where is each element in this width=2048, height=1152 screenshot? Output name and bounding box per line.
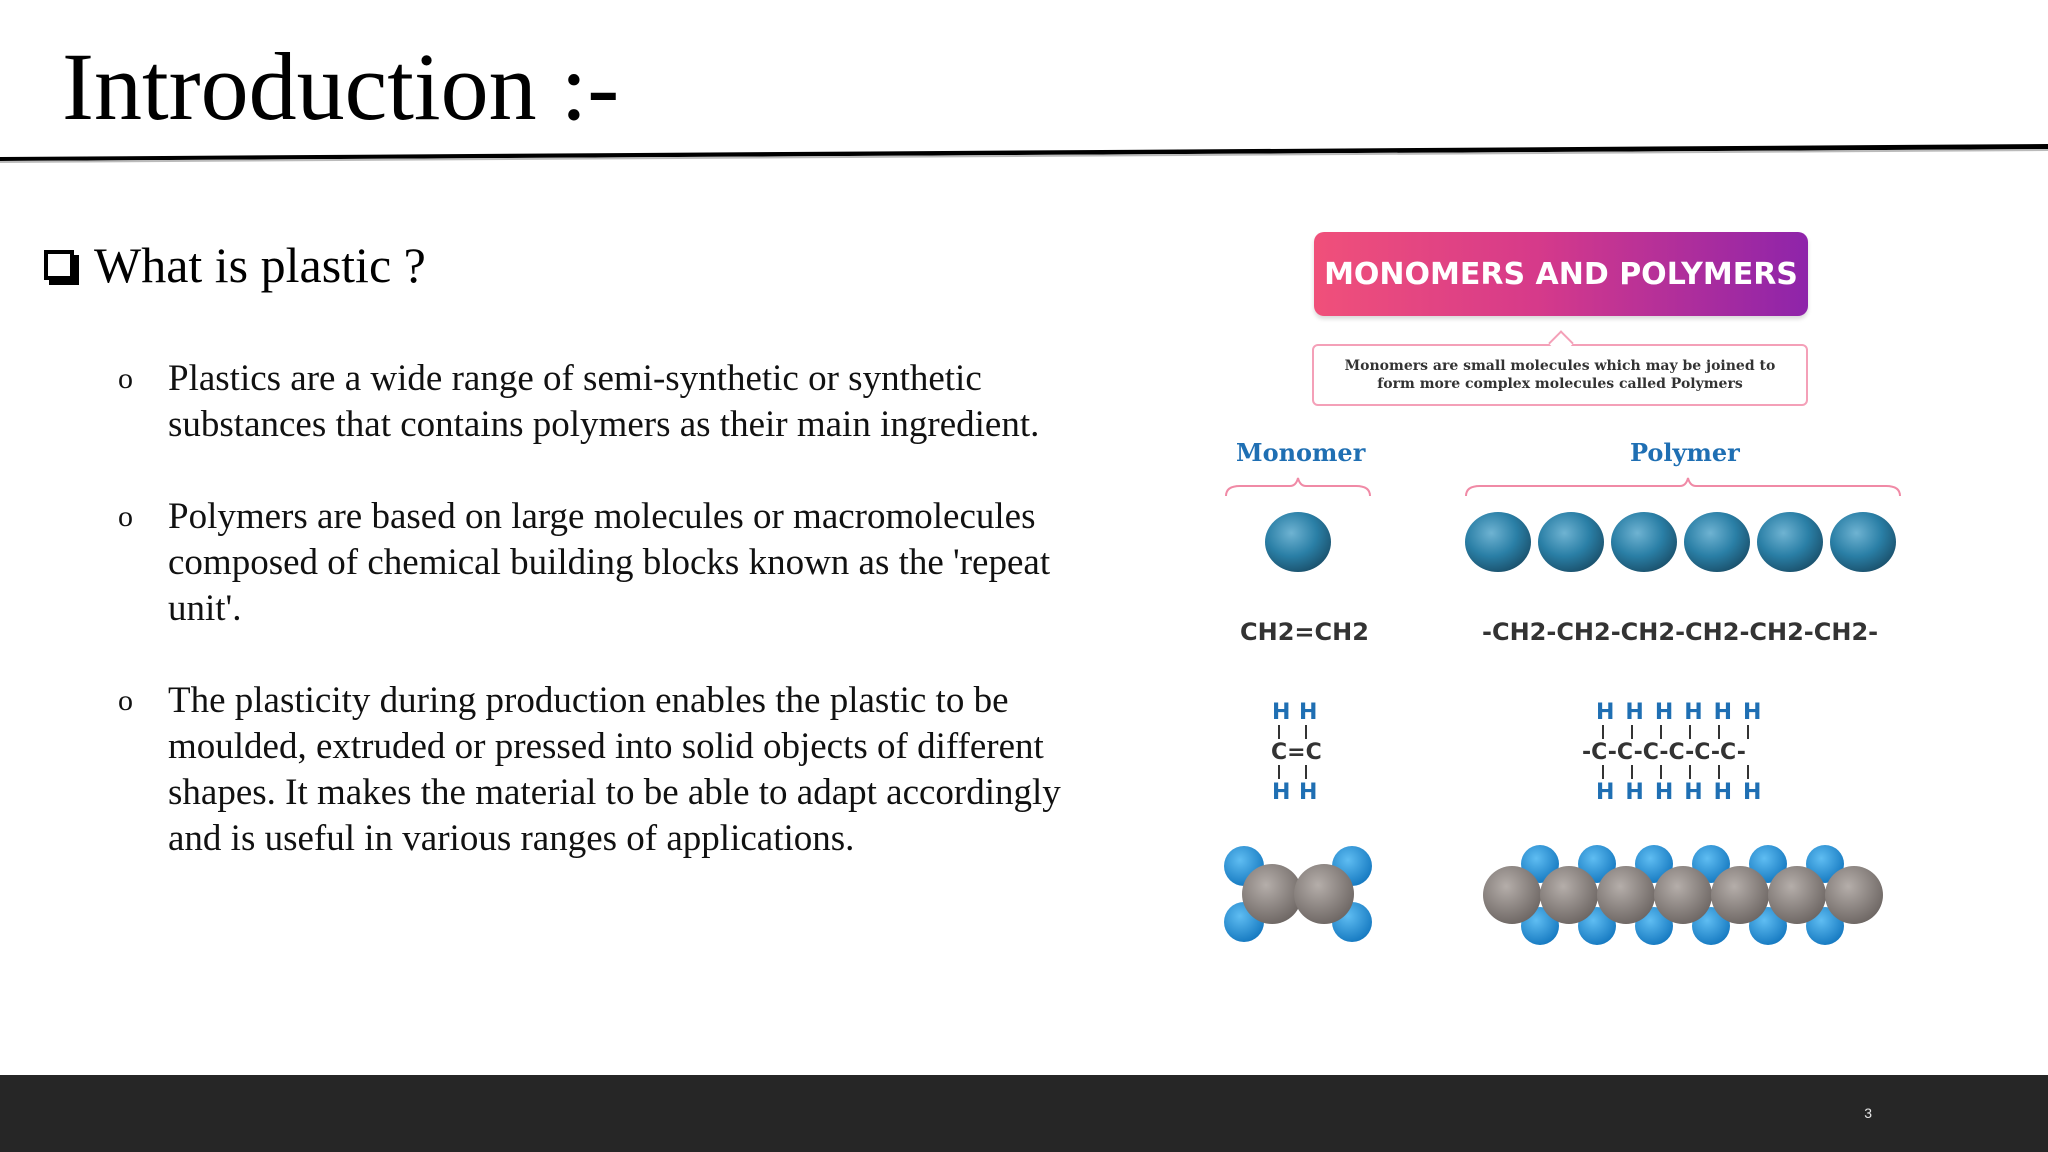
polymer-brace xyxy=(1466,478,1900,496)
list-item xyxy=(118,356,1078,448)
svg-text:H: H xyxy=(1272,700,1291,725)
molecule-diagram xyxy=(1200,220,1920,980)
figure-title: MONOMERS AND POLYMERS xyxy=(1314,232,1808,316)
heading-text: What is plastic ? xyxy=(94,237,426,293)
monomer-sphere xyxy=(1265,512,1331,572)
circle-bullet-icon: o xyxy=(118,500,133,533)
polymer-sphere xyxy=(1684,512,1750,572)
title-divider xyxy=(0,140,2048,164)
monomer-ball-model xyxy=(1224,846,1372,942)
svg-text:H: H xyxy=(1272,780,1291,805)
footer-bar xyxy=(0,1075,2048,1152)
polymer-sphere xyxy=(1830,512,1896,572)
section-heading xyxy=(44,236,426,294)
page-number: 3 xyxy=(1864,1105,1872,1121)
polymer-structure xyxy=(1582,700,1772,805)
monomer-structure xyxy=(1271,700,1322,805)
checkbox-bullet-icon xyxy=(44,250,74,280)
svg-text:-C-C-C-C-C-C-: -C-C-C-C-C-C- xyxy=(1582,740,1746,765)
monomer-label: Monomer xyxy=(1236,438,1366,467)
svg-text:HHHHHH: HHHHHH xyxy=(1596,780,1773,805)
list-item xyxy=(118,678,1078,862)
svg-text:H: H xyxy=(1299,780,1318,805)
polymer-chain xyxy=(1465,512,1896,572)
bullet-text: The plasticity during production enables the plastic to be moulded, extruded or pressed into solid objects of different shapes. It makes the material to be able to adapt accordingly and is useful in various ranges of applications. xyxy=(168,680,1061,859)
svg-text:C=C: C=C xyxy=(1271,740,1322,765)
figure-description: Monomers are small molecules which may be joined to form more complex molecules called Polymers xyxy=(1312,344,1808,406)
svg-text:HHHHHH: HHHHHH xyxy=(1596,700,1773,725)
polymer-sphere xyxy=(1465,512,1531,572)
bullet-text: Plastics are a wide range of semi-synthetic or synthetic substances that contains polymers as their main ingredient. xyxy=(168,358,1040,445)
svg-text:H: H xyxy=(1299,700,1318,725)
polymer-sphere xyxy=(1611,512,1677,572)
polymer-sphere xyxy=(1538,512,1604,572)
monomer-polymer-figure xyxy=(1200,220,1920,980)
circle-bullet-icon: o xyxy=(118,362,133,395)
monomer-formula: CH2=CH2 xyxy=(1240,618,1369,646)
polymer-ball-model xyxy=(1483,845,1883,945)
circle-bullet-icon: o xyxy=(118,684,133,717)
bullet-list xyxy=(118,356,1078,908)
list-item xyxy=(118,494,1078,632)
polymer-label: Polymer xyxy=(1630,438,1740,467)
bullet-text: Polymers are based on large molecules or macromolecules composed of chemical building blocks known as the 'repeat unit'. xyxy=(168,496,1051,629)
slide-title: Introduction :- xyxy=(62,33,620,140)
polymer-sphere xyxy=(1757,512,1823,572)
polymer-formula: -CH2-CH2-CH2-CH2-CH2-CH2- xyxy=(1482,618,1879,646)
monomer-brace xyxy=(1226,478,1370,496)
